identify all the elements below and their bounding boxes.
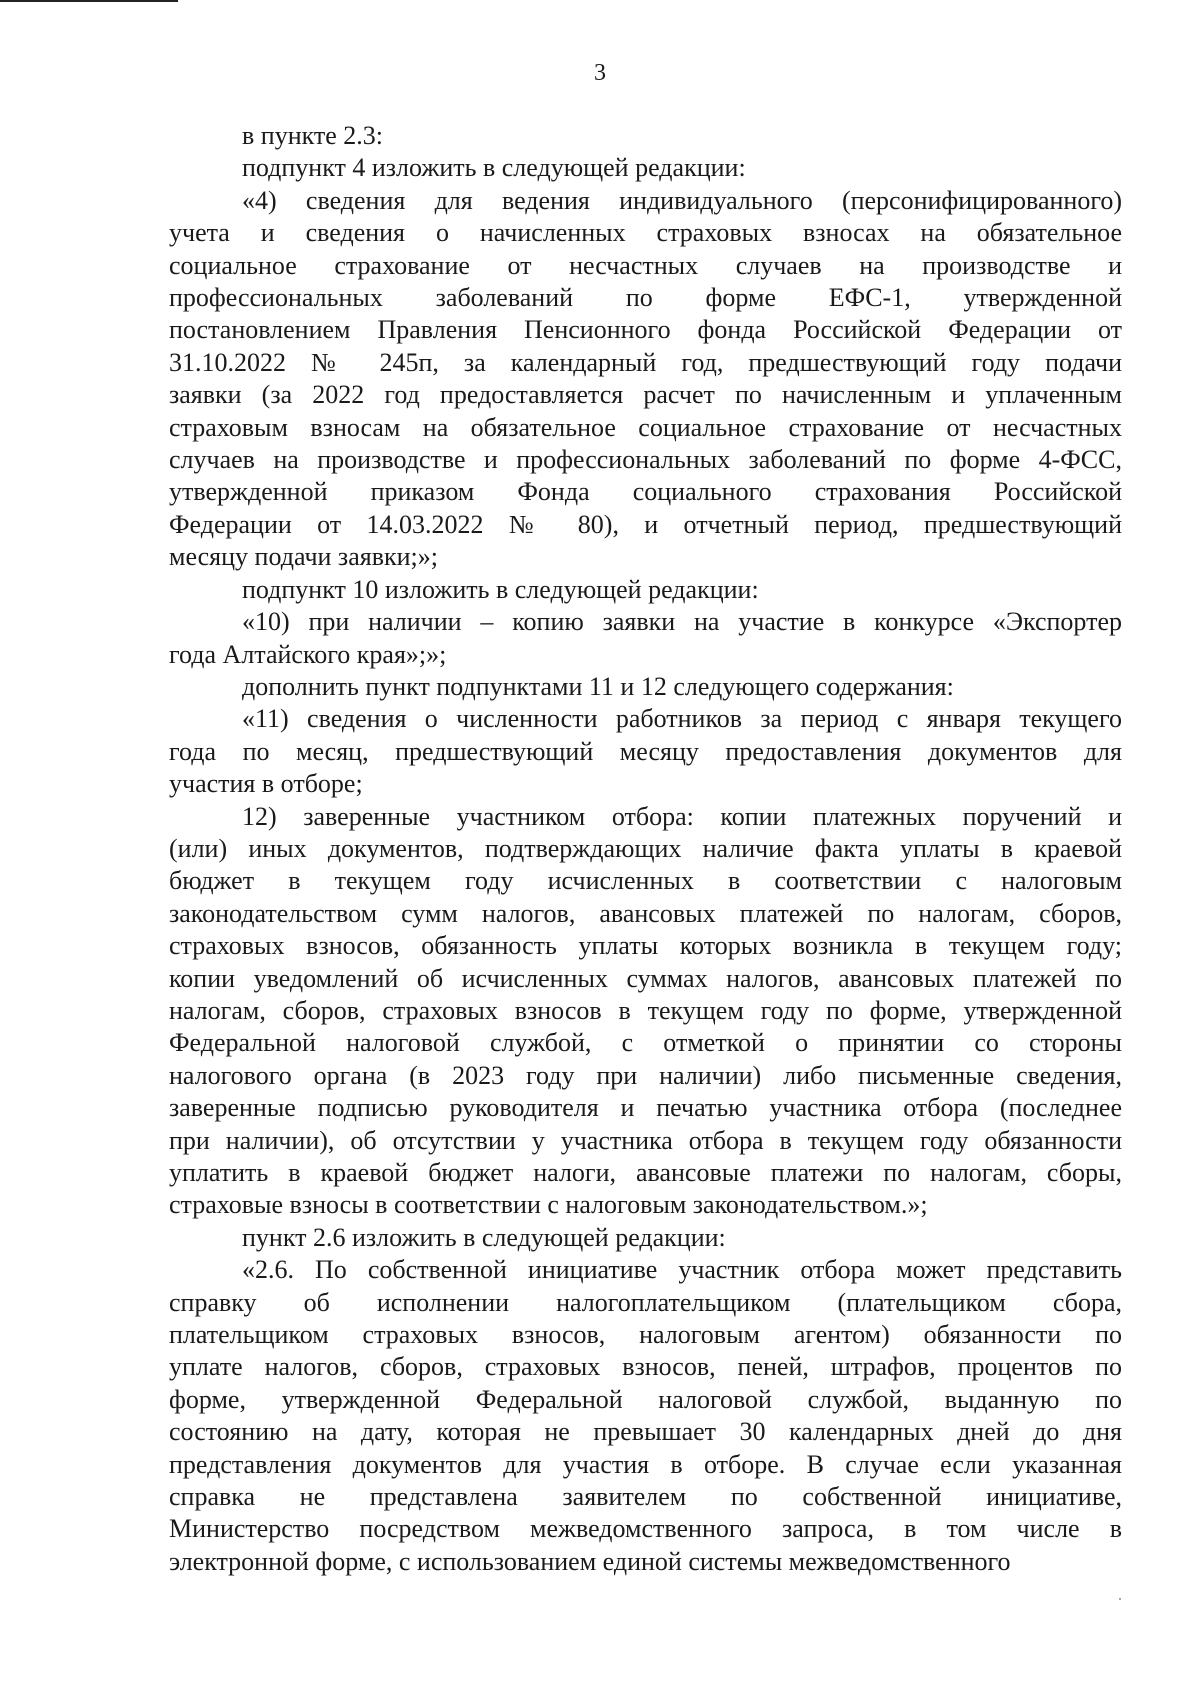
text-line: состоянию на дату, которая не превышает 30 календарных дней до дня bbox=[169, 1417, 1122, 1447]
text-line: уплатить в краевой бюджет налоги, авансовые платежи по налогам, сборы, bbox=[169, 1158, 1122, 1187]
text-line: плательщиком страховых взносов, налоговым агентом) обязанности по bbox=[169, 1320, 1122, 1350]
text-line: «11) сведения о численности работников за период с января текущего bbox=[242, 704, 1122, 734]
text-line: копии уведомлений об исчисленных суммах налогов, авансовых платежей по bbox=[169, 963, 1122, 993]
paragraph-p4 bbox=[169, 574, 1122, 606]
text-line: справку об исполнении налогоплательщиком (плательщиком сбора, bbox=[169, 1287, 1122, 1317]
paragraph-p7 bbox=[169, 703, 1122, 800]
text-line: уплате налогов, сборов, страховых взносов, пеней, штрафов, процентов по bbox=[169, 1352, 1122, 1382]
text-line: года Алтайского края»;»; bbox=[169, 639, 447, 669]
text-line: утвержденной приказом Фонда социального страхования Российской bbox=[169, 477, 1122, 507]
scan-speck bbox=[1119, 1598, 1121, 1600]
text-line: (или) иных документов, подтверждающих наличие факта уплаты в краевой bbox=[169, 833, 1122, 863]
text-line: 31.10.2022 № 245п, за календарный год, предшествующий году подачи bbox=[169, 347, 1122, 377]
text-line: страховым взносам на обязательное социальное страхование от несчастных bbox=[169, 412, 1122, 442]
text-line: Федеральной налоговой службой, с отметкой о принятии со стороны bbox=[169, 1028, 1122, 1058]
paragraph-p8 bbox=[169, 801, 1122, 1222]
text-line: года по месяц, предшествующий месяцу предоставления документов для bbox=[169, 736, 1122, 766]
paragraph-p5 bbox=[169, 606, 1122, 671]
text-line: Министерство посредством межведомственного запроса, в том числе в bbox=[169, 1514, 1122, 1544]
paragraph-p3 bbox=[169, 185, 1122, 574]
text-line: «2.6. По собственной инициативе участник отбора может представить bbox=[242, 1255, 1122, 1285]
text-line: в пункте 2.3: bbox=[242, 121, 384, 150]
text-line: при наличии), об отсутствии у участника отбора в текущем году обязанности bbox=[169, 1125, 1122, 1155]
text-line: налогам, сборов, страховых взносов в текущем году по форме, утвержденной bbox=[169, 995, 1122, 1025]
text-line: страховых взносов, обязанность уплаты которых возникла в текущем году; bbox=[169, 931, 1122, 961]
text-line: налогового органа (в 2023 году при наличии) либо письменные сведения, bbox=[169, 1060, 1122, 1090]
text-line: «10) при наличии – копию заявки на участие в конкурсе «Экспортер bbox=[242, 607, 1122, 637]
text-line: постановлением Правления Пенсионного фонда Российской Федерации от bbox=[169, 315, 1122, 345]
paragraph-p9 bbox=[169, 1222, 1122, 1254]
text-line: страховые взносы в соответствии с налоговым законодательством.»; bbox=[169, 1190, 928, 1220]
text-line: случаев на производстве и профессиональных заболеваний по форме 4-ФСС, bbox=[169, 445, 1122, 475]
page-number: 3 bbox=[594, 60, 606, 86]
text-line: форме, утвержденной Федеральной налоговой службой, выданную по bbox=[169, 1384, 1122, 1414]
text-line: бюджет в текущем году исчисленных в соответствии с налоговым bbox=[169, 866, 1122, 896]
text-line: профессиональных заболеваний по форме ЕФС-1, утвержденной bbox=[169, 283, 1122, 313]
top-rule bbox=[0, 0, 178, 2]
text-line: заверенные подписью руководителя и печатью участника отбора (последнее bbox=[169, 1093, 1122, 1123]
text-line: подпункт 4 изложить в следующей редакции: bbox=[242, 153, 746, 183]
text-line: «4) сведения для ведения индивидуального (персонифицированного) bbox=[242, 185, 1122, 215]
text-line: дополнить пункт подпунктами 11 и 12 следующего содержания: bbox=[242, 671, 954, 701]
paragraph-p6 bbox=[169, 671, 1122, 703]
text-line: электронной форме, с использованием единой системы межведомственного bbox=[169, 1546, 1011, 1576]
text-line: социальное страхование от несчастных случаев на производстве и bbox=[169, 250, 1122, 280]
document-body bbox=[169, 120, 1122, 1578]
text-line: учета и сведения о начисленных страховых взносах на обязательное bbox=[169, 218, 1122, 248]
text-line: участия в отборе; bbox=[169, 769, 363, 799]
text-line: пункт 2.6 изложить в следующей редакции: bbox=[242, 1222, 726, 1252]
text-line: справка не представлена заявителем по собственной инициативе, bbox=[169, 1482, 1122, 1512]
text-line: месяцу подачи заявки;»; bbox=[169, 542, 438, 572]
paragraph-p10 bbox=[169, 1254, 1122, 1578]
text-line: представления документов для участия в отборе. В случае если указанная bbox=[169, 1449, 1122, 1479]
text-line: подпункт 10 изложить в следующей редакции: bbox=[242, 574, 759, 604]
paragraph-p2 bbox=[169, 152, 1122, 184]
text-line: Федерации от 14.03.2022 № 80), и отчетный период, предшествующий bbox=[169, 509, 1122, 539]
text-line: законодательством сумм налогов, авансовых платежей по налогам, сборов, bbox=[169, 898, 1122, 928]
text-line: 12) заверенные участником отбора: копии платежных поручений и bbox=[242, 801, 1122, 831]
text-line: заявки (за 2022 год предоставляется расчет по начисленным и уплаченным bbox=[169, 380, 1122, 410]
paragraph-p1 bbox=[169, 120, 1122, 152]
